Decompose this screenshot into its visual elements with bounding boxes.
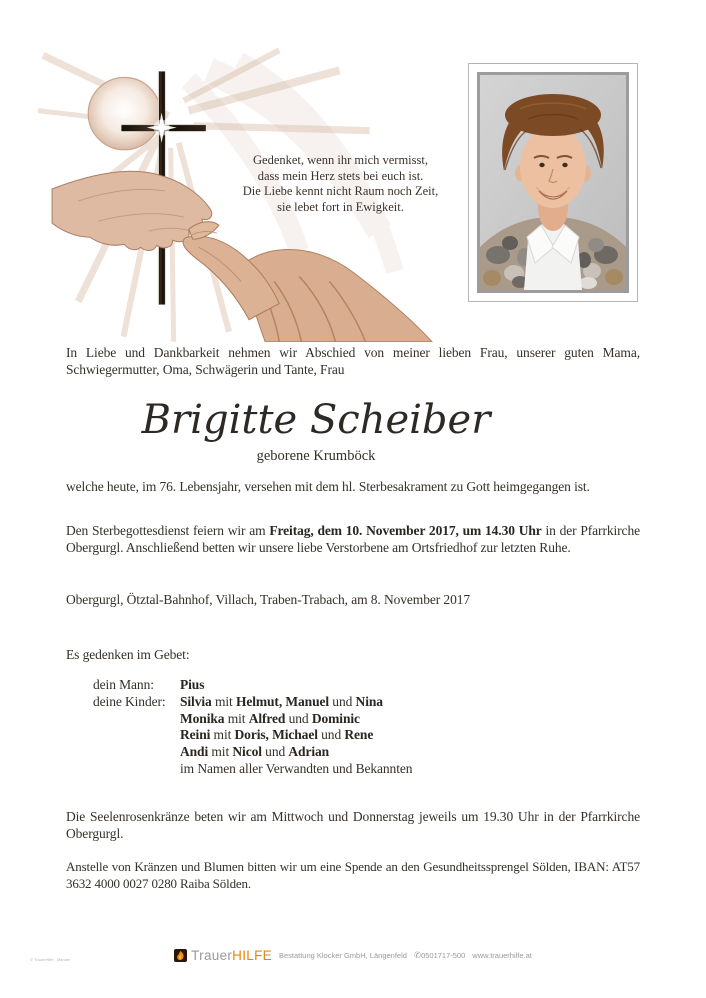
mourner-names [180,744,329,759]
mourner-row [93,694,633,711]
text-segment: Den Sterbegottesdienst feiern wir am [66,523,270,538]
bold-text-segment: Dominic [311,710,360,726]
portrait-photo [477,72,629,293]
service-paragraph [66,522,640,556]
text-segment: mit [211,693,236,709]
place-date-line: Obergurgl, Ötztal-Bahnhof, Villach, Traben-Trabach, am 8. November 2017 [66,592,471,607]
bold-text-segment: Helmut, Manuel [235,693,330,709]
portrait-illustration [480,75,626,290]
mourner-relation-label: deine Kinder: [93,693,166,709]
text-segment: und [329,693,356,709]
lower-hand-illustration [183,222,432,342]
bold-text-segment: Pius [180,677,205,692]
footer-phone [414,951,465,961]
print-copyright: © TrauerHilfe _Mander [30,957,71,962]
text-segment: mit [208,744,233,760]
mourner-row [93,744,633,761]
text-segment: und [261,744,289,760]
portrait-photo-frame [468,63,638,302]
mourner-names [180,694,383,709]
bold-text-segment: Nicol [232,744,262,760]
mourner-row [93,677,633,694]
bold-text-segment: Silvia [180,693,212,709]
funeral-home-footer [0,948,706,963]
mourner-names [180,711,360,726]
trauerhilfe-logo-icon [174,949,187,962]
bold-text-segment: Freitag, dem 10. November 2017, um 14.30 Uhr [269,523,542,538]
mourner-relation-label: dein Mann: [93,677,154,692]
bold-text-segment: Monika [180,710,225,726]
maiden-name-line: geborene Krumböck [256,448,376,464]
footer-phone-number: 0501717-500 [421,950,466,960]
bold-text-segment: Reini [180,727,211,743]
bold-text-segment: Doris, Michael [234,727,318,743]
mourner-row [93,761,633,778]
text-segment: mit [210,727,235,743]
deceased-name: Brigitte Scheiber [141,397,491,443]
text-segment: im Namen aller Verwandten und Bekannten [180,760,413,776]
mourners-list [93,677,633,778]
bold-text-segment: Alfred [248,710,286,726]
donation-paragraph: Anstelle von Kränzen und Blumen bitten wir um eine Spende an den Gesundheitssprengel Sölden, IBAN: AT57 3632 4000 0027 0280 Raiba Sölden. [66,859,640,892]
mourner-row [93,711,633,728]
bold-text-segment: Adrian [288,744,330,760]
text-segment: mit [224,710,249,726]
text-segment: und [285,710,312,726]
brand-text-hilfe: HILFE [232,948,272,963]
bold-text-segment: Rene [344,727,374,743]
mourner-row [93,727,633,744]
footer-company: Bestattung Klocker GmbH, Längenfeld [278,951,407,960]
brand-text-trauer: Trauer [191,948,233,963]
glowing-orb-decoration [88,77,160,149]
death-line: welche heute, im 76. Lebensjahr, versehen mit dem hl. Sterbesakrament zu Gott heimgegangen ist. [66,479,590,494]
rosary-paragraph: Die Seelenrosenkränze beten wir am Mittwoch und Donnerstag jeweils um 19.30 Uhr in der Pfarrkirche Obergurgl. [66,809,640,842]
mourner-names [180,761,412,776]
mourner-names [180,727,373,742]
text-segment: und [317,727,345,743]
mourners-heading: Es gedenken im Gebet: [66,647,190,662]
phone-icon: ✆ [413,950,422,961]
text-segment: in der Pfarrkirche Obergurgl. Anschließend betten wir unsere liebe Verstorbene am Ortsfriedhof zur letzten Ruhe. [66,523,640,556]
mourner-names [180,677,204,692]
bold-text-segment: Nina [355,693,383,709]
bold-text-segment: Andi [180,744,209,760]
trauerhilfe-brand [174,948,272,963]
intro-paragraph: In Liebe und Dankbarkeit nehmen wir Abschied von meiner lieben Frau, unserer guten Mama, Schwiegermutter, Oma, Schwägerin und Tante, Frau [66,345,640,377]
memorial-poem: Gedenket, wenn ihr mich vermisst, dass mein Herz stets bei euch ist. Die Liebe kennt nicht Raum noch Zeit, sie lebet fort in Ewigkeit. [242,153,439,214]
footer-website: www.trauerhilfe.at [472,951,532,960]
